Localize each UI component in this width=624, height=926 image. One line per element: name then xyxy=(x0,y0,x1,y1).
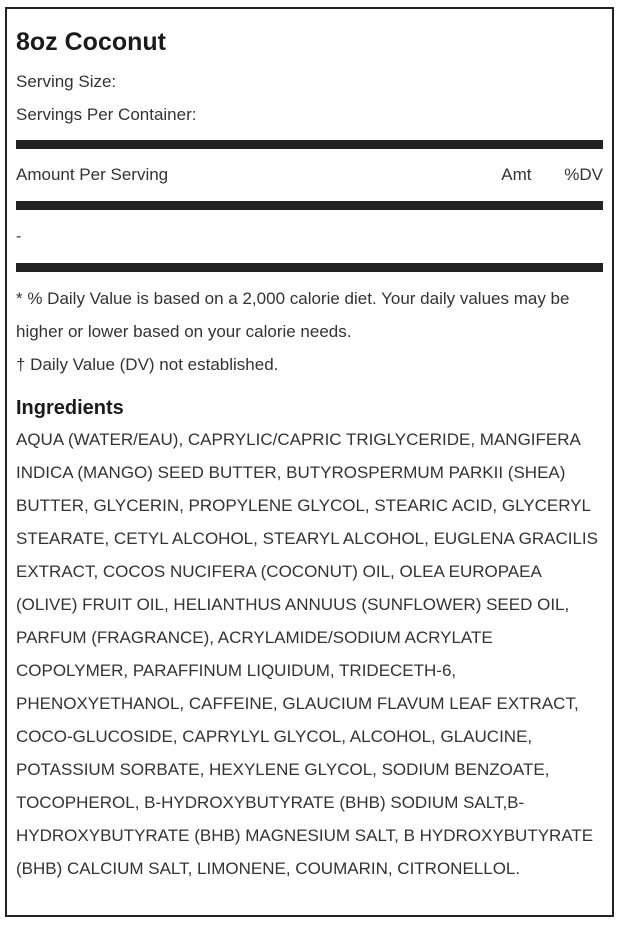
product-title: 8oz Coconut xyxy=(16,28,166,56)
divider-bar-bottom xyxy=(16,263,603,272)
ingredients-list: AQUA (WATER/EAU), CAPRYLIC/CAPRIC TRIGLYCERIDE, MANGIFERA INDICA (MANGO) SEED BUTTER, BUTYROSPERMUM PARKII (SHEA) BUTTER, GLYCERIN, PROPYLENE GLYCOL, STEARIC ACID, GLYCERYL STEARATE, CETYL ALCOHOL, STEARYL ALCOHOL, EUGLENA GRACILIS EXTRACT, COCOS NUCIFERA (COCONUT) OIL, OLEA EUROPAEA (OLIVE) FRUIT OIL, HELIANTHUS ANNUUS (SUNFLOWER) SEED OIL, PARFUM (FRAGRANCE), ACRYLAMIDE/SODIUM ACRYLATE COPOLYMER, PARAFFINUM LIQUIDUM, TRIDECETH-6, PHENOXYETHANOL, CAFFEINE, GLAUCIUM FLAVUM LEAF EXTRACT, COCO-GLUCOSIDE, CAPRYLYL GLYCOL, ALCOHOL, GLAUCINE, POTASSIUM SORBATE, HEXYLENE GLYCOL, SODIUM BENZOATE, TOCOPHEROL, B-HYDROXYBUTYRATE (BHB) SODIUM SALT,B-HYDROXYBUTYRATE (BHB) MAGNESIUM SALT, B HYDROXYBUTYRATE (BHB) CALCIUM SALT, LIMONENE, COUMARIN, CITRONELLOL. xyxy=(16,430,598,878)
empty-nutrient-row: - xyxy=(16,228,22,245)
supplement-facts-panel xyxy=(5,7,614,917)
serving-size: Serving Size: xyxy=(16,72,117,91)
amt-header: Amt xyxy=(501,165,532,184)
dv-header: %DV xyxy=(564,165,603,184)
divider-bar-middle xyxy=(16,201,603,210)
ingredients-heading: Ingredients xyxy=(16,397,124,419)
servings-per-container: Servings Per Container: xyxy=(16,105,197,124)
amount-per-serving-row xyxy=(16,149,603,201)
footnotes xyxy=(16,282,603,381)
daily-value-footnote: * % Daily Value is based on a 2,000 calorie diet. Your daily values may be higher or lower based on your calorie needs. xyxy=(16,289,570,341)
not-established-footnote: † Daily Value (DV) not established. xyxy=(16,355,279,374)
divider-bar-top xyxy=(16,140,603,149)
amount-per-serving-label: Amount Per Serving xyxy=(16,165,169,184)
column-headers xyxy=(473,165,603,185)
